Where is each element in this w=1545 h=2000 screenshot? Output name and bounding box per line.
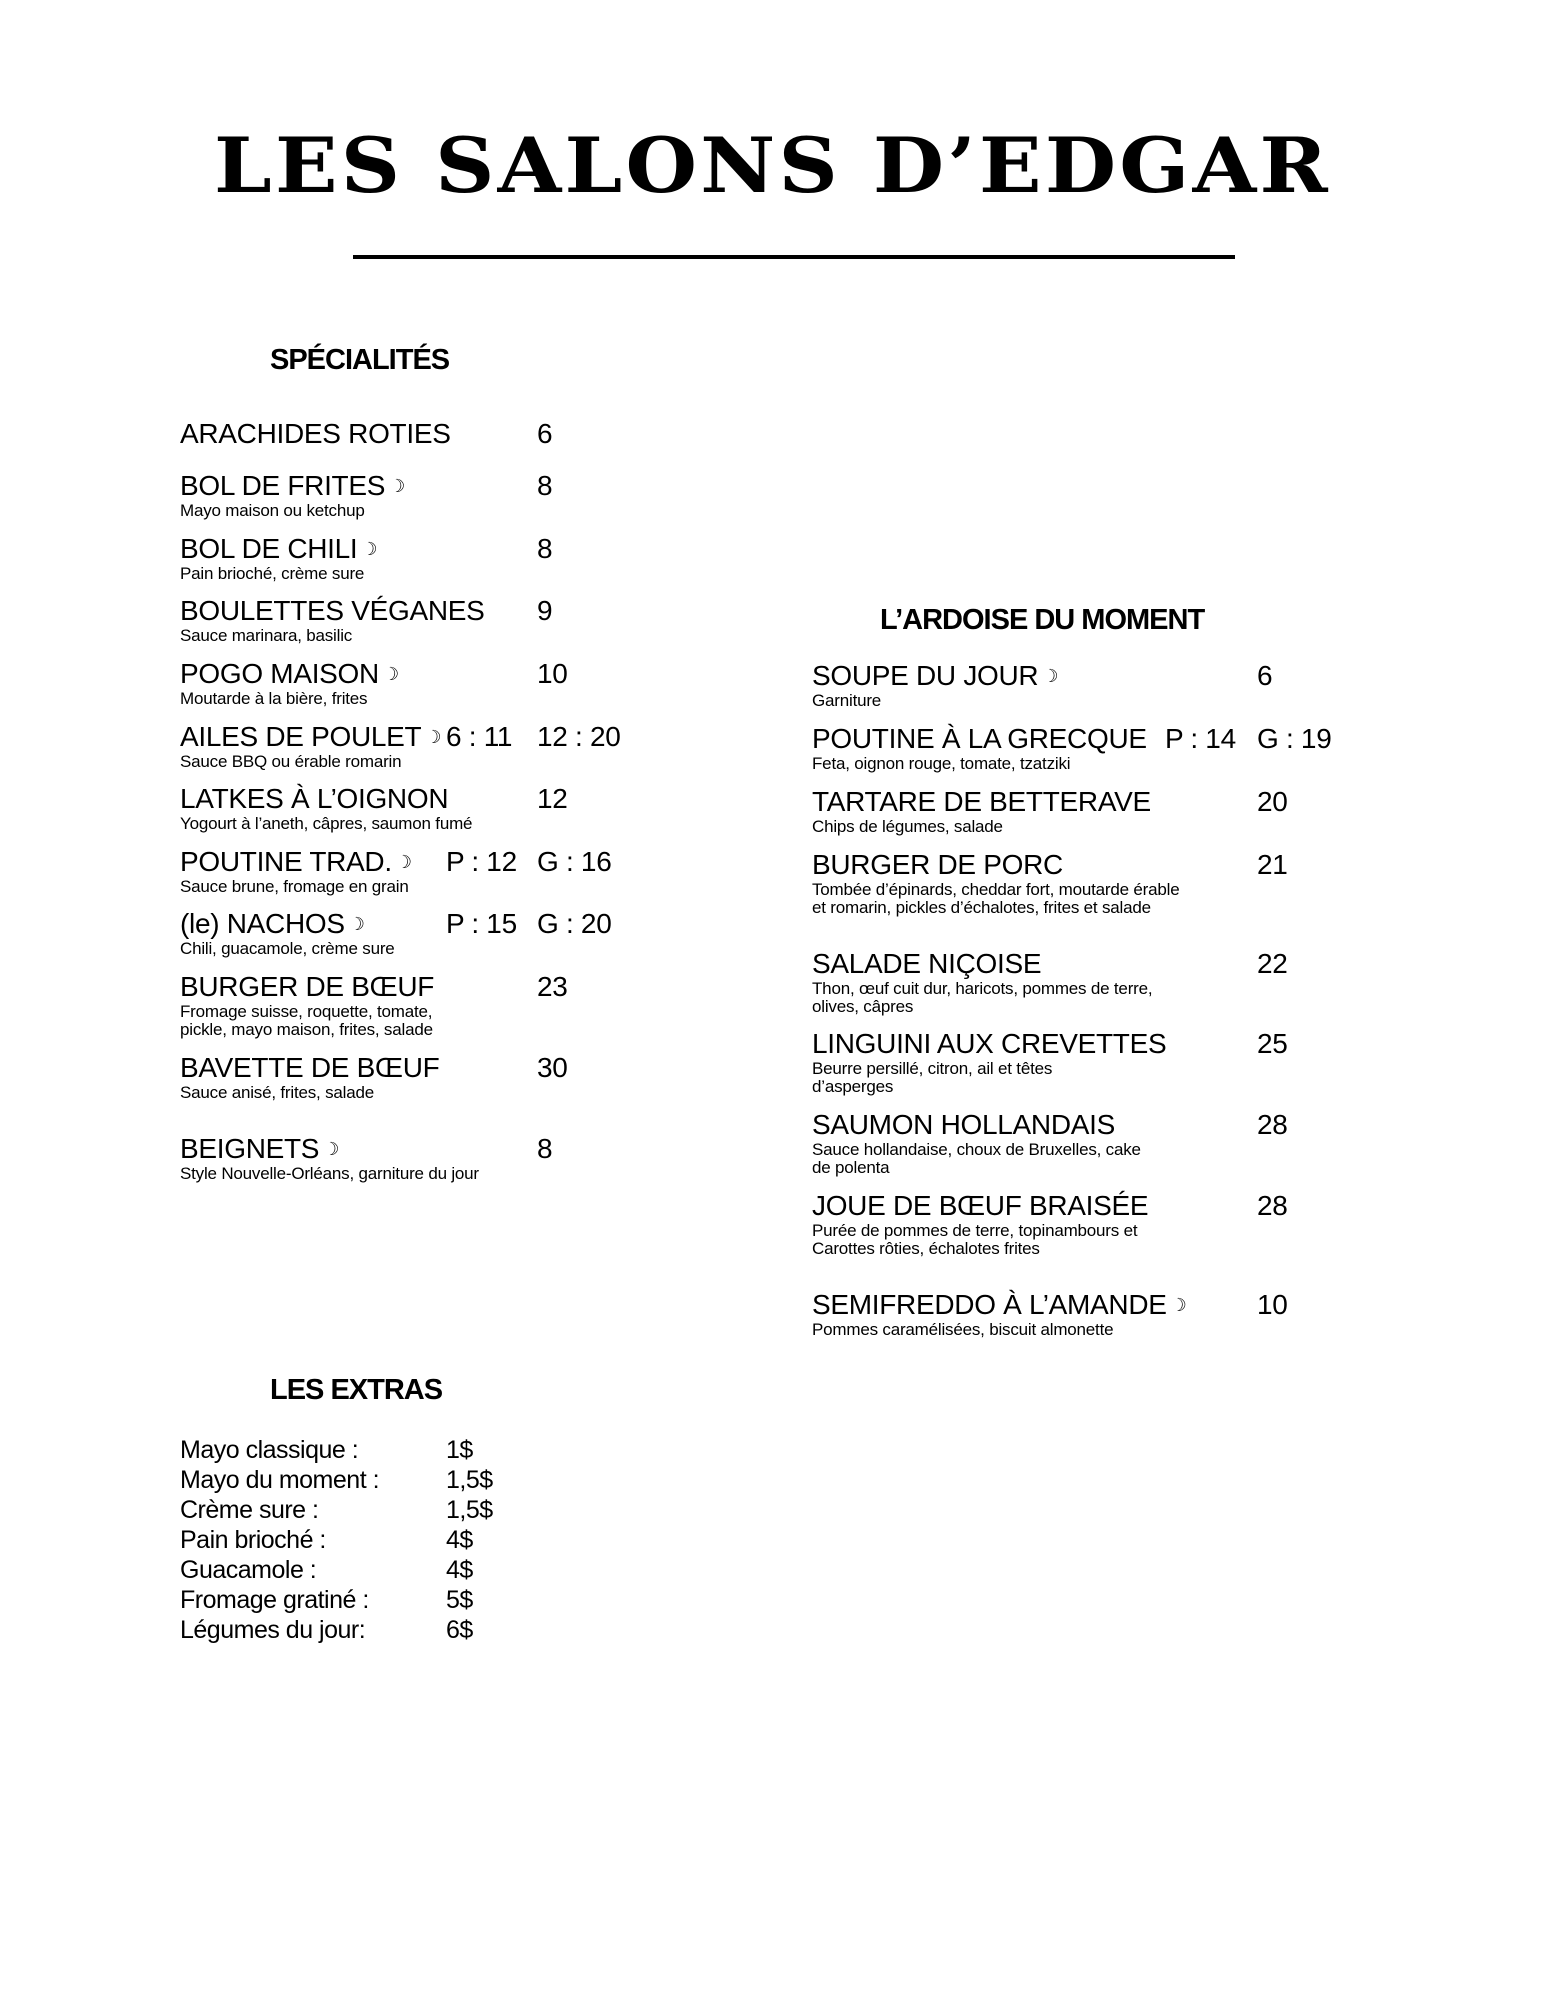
extra-label: Pain brioché : [180,1526,326,1554]
extra-price: 6$ [446,1616,473,1644]
item-description: Thon, œuf cuit dur, haricots, pommes de terre, olives, câpres [812,979,1153,1016]
item-price: 30 [537,1052,568,1083]
item-price: 8 [537,1133,553,1164]
item-price: 10 [1257,1289,1288,1320]
menu-item-semifreddo [812,1291,1187,1339]
extra-label: Crème sure : [180,1496,319,1524]
item-price-small: 6 : 11 [446,721,513,752]
item-description: Sauce hollandaise, choux de Bruxelles, cake de polenta [812,1140,1141,1177]
crescent-moon-icon: ☽ [382,664,399,684]
item-price-small: P : 14 [1165,723,1236,754]
menu-item-soupe-du-jour [812,662,1058,710]
extra-price: 5$ [446,1586,473,1614]
item-description: Purée de pommes de terre, topinambours et Carottes rôties, échalotes frites [812,1221,1138,1258]
restaurant-title: LES SALONS D’EDGAR [214,121,1331,210]
menu-item-poutine-trad [180,848,412,896]
menu-item-burger-de-porc [812,851,1192,917]
menu-item-beignets [180,1135,479,1183]
extra-price: 1$ [446,1436,473,1464]
item-price-large: G : 20 [537,908,612,939]
item-name: POUTINE TRAD. [180,846,392,877]
extra-label: Mayo classique : [180,1436,359,1464]
item-description: Sauce BBQ ou érable romarin [180,752,402,771]
extra-label: Légumes du jour: [180,1616,366,1644]
extra-price: 1,5$ [446,1466,493,1494]
crescent-moon-icon: ☽ [348,914,365,934]
item-name: BOL DE CHILI [180,533,358,564]
menu-item-saumon-hollandais [812,1111,1142,1177]
item-name: TARTARE DE BETTERAVE [812,786,1151,817]
item-price: 12 [537,783,568,814]
crescent-moon-icon: ☽ [1170,1295,1187,1315]
item-description: Pain brioché, crème sure [180,564,365,583]
menu-item-boulettes-veganes [180,597,485,645]
crescent-moon-icon: ☽ [1042,666,1059,686]
item-description: Feta, oignon rouge, tomate, tzatziki [812,754,1071,773]
crescent-moon-icon: ☽ [425,727,442,747]
item-price: 10 [537,658,568,689]
menu-item-poutine-grecque [812,725,1147,773]
item-description: Pommes caramélisées, biscuit almonette [812,1320,1114,1339]
menu-item-bol-de-chili [180,535,377,583]
item-price-small: P : 12 [446,846,517,877]
item-description: Sauce anisé, frites, salade [180,1083,374,1102]
item-price: 28 [1257,1109,1288,1140]
crescent-moon-icon: ☽ [361,539,378,559]
menu-item-latkes [180,785,472,833]
item-price: 28 [1257,1190,1288,1221]
item-description: Sauce brune, fromage en grain [180,877,409,896]
extra-price: 4$ [446,1526,473,1554]
menu-item-salade-nicoise [812,950,1192,1016]
item-price: 6 [537,418,553,449]
item-description: Moutarde à la bière, frites [180,689,368,708]
item-description: Mayo maison ou ketchup [180,501,365,520]
item-name: POUTINE À LA GRECQUE [812,723,1147,754]
menu-item-bavette-de-boeuf [180,1054,439,1102]
menu-item-ailes-de-poulet [180,723,441,771]
item-price-small: P : 15 [446,908,517,939]
extra-label: Mayo du moment : [180,1466,380,1494]
menu-item-nachos [180,910,395,958]
menu-item-joue-de-boeuf [812,1192,1182,1258]
item-name: (le) NACHOS [180,908,345,939]
ardoise-heading: L’ARDOISE DU MOMENT [880,604,1205,636]
item-price: 21 [1257,849,1288,880]
extra-label: Fromage gratiné : [180,1586,369,1614]
specialites-heading: SPÉCIALITÉS [270,344,450,376]
item-description: Chili, guacamole, crème sure [180,939,395,958]
item-price: 22 [1257,948,1288,979]
item-name: AILES DE POULET [180,721,422,752]
item-price: 9 [537,595,553,626]
menu-item-pogo-maison [180,660,399,708]
item-price: 6 [1257,660,1273,691]
item-name: JOUE DE BŒUF BRAISÉE [812,1190,1149,1221]
menu-item-tartare-betterave [812,788,1151,836]
item-price-large: 12 : 20 [537,721,621,752]
item-name: POGO MAISON [180,658,379,689]
item-name: SEMIFREDDO À L’AMANDE [812,1289,1167,1320]
extra-price: 4$ [446,1556,473,1584]
item-price: 23 [537,971,568,1002]
item-name: SALADE NIÇOISE [812,948,1042,979]
item-description: Sauce marinara, basilic [180,626,353,645]
item-description: Yogourt à l’aneth, câpres, saumon fumé [180,814,473,833]
item-name: LATKES À L’OIGNON [180,783,449,814]
item-name: SAUMON HOLLANDAIS [812,1109,1115,1140]
crescent-moon-icon: ☽ [395,852,412,872]
item-name: BURGER DE PORC [812,849,1063,880]
item-description: Beurre persillé, citron, ail et têtes d’asperges [812,1059,1053,1096]
item-description: Garniture [812,691,882,710]
crescent-moon-icon: ☽ [389,476,405,496]
menu-item-burger-de-boeuf [180,973,480,1039]
item-name: BOL DE FRITES [180,470,386,501]
title-divider [353,255,1235,259]
item-price-large: G : 16 [537,846,612,877]
item-price-large: G : 19 [1257,723,1332,754]
item-name: BOULETTES VÉGANES [180,595,485,626]
menu-item-arachides [180,420,451,448]
item-price: 25 [1257,1028,1288,1059]
crescent-moon-icon: ☽ [323,1139,340,1159]
item-description: Style Nouvelle-Orléans, garniture du jour [180,1164,479,1183]
item-name: SOUPE DU JOUR [812,660,1039,691]
item-name: BEIGNETS [180,1133,320,1164]
extras-heading: LES EXTRAS [270,1374,443,1406]
item-price: 8 [537,470,553,501]
item-description: Chips de légumes, salade [812,817,1003,836]
menu-item-linguini-crevettes [812,1028,1167,1096]
item-name: BAVETTE DE BŒUF [180,1052,440,1083]
item-name: BURGER DE BŒUF [180,971,435,1002]
item-description: Tombée d’épinards, cheddar fort, moutarde érable et romarin, pickles d’échalotes, frites et salade [812,880,1180,917]
item-price: 8 [537,533,553,564]
item-price: 20 [1257,786,1288,817]
item-name: ARACHIDES ROTIES [180,418,451,449]
extra-label: Guacamole : [180,1556,317,1584]
extra-price: 1,5$ [446,1496,493,1524]
menu-item-bol-de-frites [180,472,405,520]
item-name: LINGUINI AUX CREVETTES [812,1028,1167,1059]
item-description: Fromage suisse, roquette, tomate, pickle, mayo maison, frites, salade [180,1002,433,1039]
